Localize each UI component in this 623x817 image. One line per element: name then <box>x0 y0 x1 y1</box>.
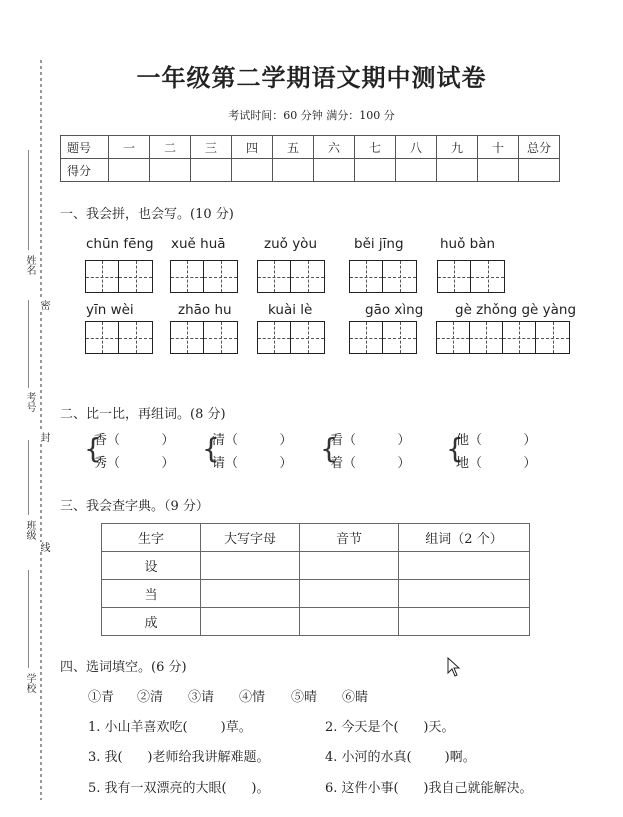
dictionary-row <box>102 552 530 580</box>
dictionary-char: 设 <box>102 552 201 580</box>
section1-heading: 一、我会拼，也会写。(10 分) <box>60 207 234 222</box>
writing-grid[interactable] <box>257 321 325 354</box>
binding-line <box>38 60 44 800</box>
brace-icon: { <box>320 432 338 465</box>
score-header-cell: 十 <box>478 136 519 159</box>
score-table-score-row <box>61 159 560 182</box>
dictionary-header-cell: 大写字母 <box>201 524 300 552</box>
sidebar-name-label: 姓名 <box>24 255 35 275</box>
dictionary-table <box>101 523 530 636</box>
fill-question[interactable]: 2. 今天是个( )天。 <box>325 720 455 735</box>
score-table <box>60 135 560 182</box>
dictionary-header-cell: 音节 <box>300 524 399 552</box>
writing-grid[interactable] <box>349 321 417 354</box>
compare-word: 看（ ） <box>330 433 411 448</box>
score-cell[interactable] <box>109 159 150 182</box>
fill-question[interactable]: 4. 小河的水真( )啊。 <box>325 750 476 765</box>
score-header-cell: 七 <box>355 136 396 159</box>
pinyin-label: chūn fēng <box>86 236 154 252</box>
pinyin-label: yīn wèi <box>86 302 134 318</box>
fill-question[interactable]: 5. 我有一双漂亮的大眼( )。 <box>88 781 270 796</box>
exam-title: 一年级第二学期语文期中测试卷 <box>136 63 487 92</box>
word-option: ②清 <box>137 690 164 705</box>
dictionary-answer-cell[interactable] <box>399 580 530 608</box>
section3-heading: 三、我会查字典。（9 分） <box>60 499 209 514</box>
writing-grid[interactable] <box>85 321 153 354</box>
dictionary-answer-cell[interactable] <box>201 580 300 608</box>
mouse-cursor-icon <box>447 657 461 677</box>
compare-word: 香（ ） <box>94 433 175 448</box>
section4-heading: 四、选词填空。(6 分) <box>60 660 187 675</box>
dictionary-answer-cell[interactable] <box>201 608 300 636</box>
dictionary-char: 成 <box>102 608 201 636</box>
compare-word: 地（ ） <box>456 456 537 471</box>
dictionary-answer-cell[interactable] <box>300 580 399 608</box>
compare-word: 秀（ ） <box>94 456 175 471</box>
sidebar-seat-underline <box>28 300 29 388</box>
brace-icon: { <box>446 432 464 465</box>
compare-word: 请（ ） <box>212 456 293 471</box>
compare-word: 着（ ） <box>330 456 411 471</box>
sidebar-class-label: 班级 <box>24 520 35 540</box>
brace-icon: { <box>84 432 102 465</box>
writing-grid[interactable] <box>437 260 505 293</box>
score-cell[interactable] <box>437 159 478 182</box>
score-header-cell: 八 <box>396 136 437 159</box>
score-cell[interactable] <box>273 159 314 182</box>
score-header-cell: 九 <box>437 136 478 159</box>
score-cell[interactable] <box>150 159 191 182</box>
pinyin-label: zhāo hu <box>178 302 232 318</box>
score-cell[interactable] <box>314 159 355 182</box>
score-header-cell: 三 <box>191 136 232 159</box>
word-option: ④情 <box>239 690 266 705</box>
dictionary-header-row <box>102 524 530 552</box>
score-header-cell: 总分 <box>519 136 560 159</box>
word-option: ⑥睛 <box>342 690 369 705</box>
pinyin-label: zuǒ yòu <box>264 236 317 252</box>
score-header-cell: 二 <box>150 136 191 159</box>
pinyin-label: gāo xìng <box>365 302 424 318</box>
dictionary-answer-cell[interactable] <box>399 552 530 580</box>
score-cell[interactable] <box>519 159 560 182</box>
pinyin-label: běi jīng <box>354 236 404 252</box>
score-cell[interactable] <box>396 159 437 182</box>
sidebar-mark-feng: 封 <box>38 432 49 442</box>
pinyin-label: kuài lè <box>268 302 313 318</box>
score-header-cell: 一 <box>109 136 150 159</box>
writing-grid[interactable] <box>170 260 238 293</box>
sidebar-mark-xian: 线 <box>38 542 49 552</box>
score-header-cell: 五 <box>273 136 314 159</box>
word-option: ①青 <box>88 690 115 705</box>
fill-question[interactable]: 1. 小山羊喜欢吃( )草。 <box>88 720 252 735</box>
writing-grid[interactable] <box>349 260 417 293</box>
compare-word: 他（ ） <box>456 433 537 448</box>
score-header-cell: 题号 <box>61 136 109 159</box>
sidebar-school-label: 学校 <box>24 673 35 693</box>
pinyin-label: xuě huā <box>171 236 226 252</box>
dictionary-row <box>102 608 530 636</box>
fill-question[interactable]: 3. 我( )老师给我讲解难题。 <box>88 750 270 765</box>
word-option: ③请 <box>188 690 215 705</box>
sidebar-name-underline <box>28 150 29 250</box>
score-cell[interactable] <box>191 159 232 182</box>
score-cell[interactable] <box>478 159 519 182</box>
score-cell[interactable] <box>355 159 396 182</box>
dictionary-char: 当 <box>102 580 201 608</box>
compare-word: 清（ ） <box>212 433 293 448</box>
writing-grid[interactable] <box>170 321 238 354</box>
writing-grid[interactable] <box>257 260 325 293</box>
sidebar-school-underline <box>28 570 29 668</box>
sidebar-class-underline <box>28 440 29 515</box>
dictionary-answer-cell[interactable] <box>300 552 399 580</box>
score-row-label: 得分 <box>61 159 109 182</box>
dictionary-answer-cell[interactable] <box>300 608 399 636</box>
writing-grid[interactable] <box>436 321 570 354</box>
score-header-cell: 四 <box>232 136 273 159</box>
word-option: ⑤晴 <box>291 690 318 705</box>
score-cell[interactable] <box>232 159 273 182</box>
pinyin-label: gè zhǒng gè yàng <box>455 302 577 318</box>
pinyin-label: huǒ bàn <box>440 236 496 252</box>
dictionary-header-cell: 生字 <box>102 524 201 552</box>
section2-heading: 二、比一比，再组词。(8 分) <box>60 407 226 422</box>
dictionary-answer-cell[interactable] <box>201 552 300 580</box>
sidebar-seat-label: 考号 <box>24 392 35 412</box>
sidebar-mark-mi: 密 <box>38 300 49 310</box>
score-header-cell: 六 <box>314 136 355 159</box>
score-table-header-row <box>61 136 560 159</box>
exam-subtitle: 考试时间：60 分钟 满分：100 分 <box>228 109 395 122</box>
dictionary-row <box>102 580 530 608</box>
dictionary-answer-cell[interactable] <box>399 608 530 636</box>
writing-grid[interactable] <box>85 260 153 293</box>
dictionary-header-cell: 组词（2 个） <box>399 524 530 552</box>
fill-question[interactable]: 6. 这件小事( )我自己就能解决。 <box>325 781 533 796</box>
brace-icon: { <box>202 432 220 465</box>
